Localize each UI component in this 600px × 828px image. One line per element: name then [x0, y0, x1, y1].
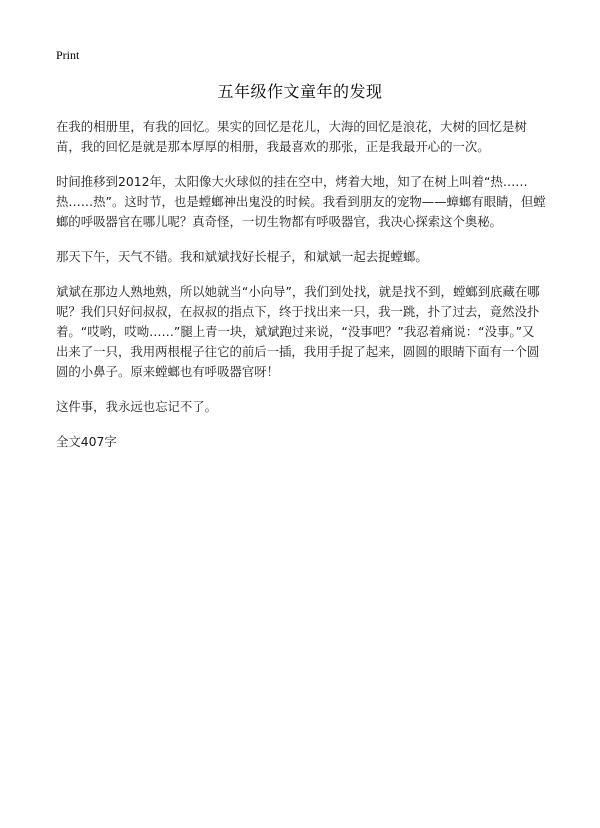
- paragraph-4: 斌斌在那边人熟地熟，所以她就当“小向导”，我们到处找，就是找不到，螳螂到底藏在哪呢？我们只好问叔叔，在叔叔的指点下，终于找出来一只，我一跳，扑了过去，竟然没扑着。“哎哟，哎呦……”腿上青一块，斌斌跑过来说，“没事吧？”我忍着痛说：“没事。”又出来了一只，我用两根棍子往它的前后一插，我用手捉了起来，圆圆的眼睛下面有一个圆圆的小鼻子。原来螳螂也有呼吸器官呀！: [56, 284, 540, 379]
- word-count: 全文407字: [56, 434, 117, 449]
- print-link[interactable]: Print: [56, 48, 80, 62]
- article-body: [56, 117, 546, 452]
- paragraph-1: 在我的相册里，有我的回忆。果实的回忆是花儿，大海的回忆是浪花，大树的回忆是树苗，我的回忆是就是那本厚厚的相册，我最喜欢的那张，正是我最开心的一次。: [56, 119, 527, 154]
- page-title: 五年级作文童年的发现: [217, 82, 383, 101]
- paragraph-2: 时间推移到2012年，太阳像大火球似的挂在空中，烤着大地，知了在树上叫着“热……热……热”。这时节，也是螳螂神出鬼没的时候。我看到朋友的宠物——蟑螂有眼睛，但螳螂的呼吸器官在哪儿呢？真奇怪，一切生物都有呼吸器官，我决心探索这个奥秘。: [56, 174, 546, 229]
- paragraph-3: 那天下午，天气不错。我和斌斌找好长棍子，和斌斌一起去捉螳螂。: [56, 249, 428, 264]
- paragraph-5: 这件事，我永远也忘记不了。: [56, 399, 218, 414]
